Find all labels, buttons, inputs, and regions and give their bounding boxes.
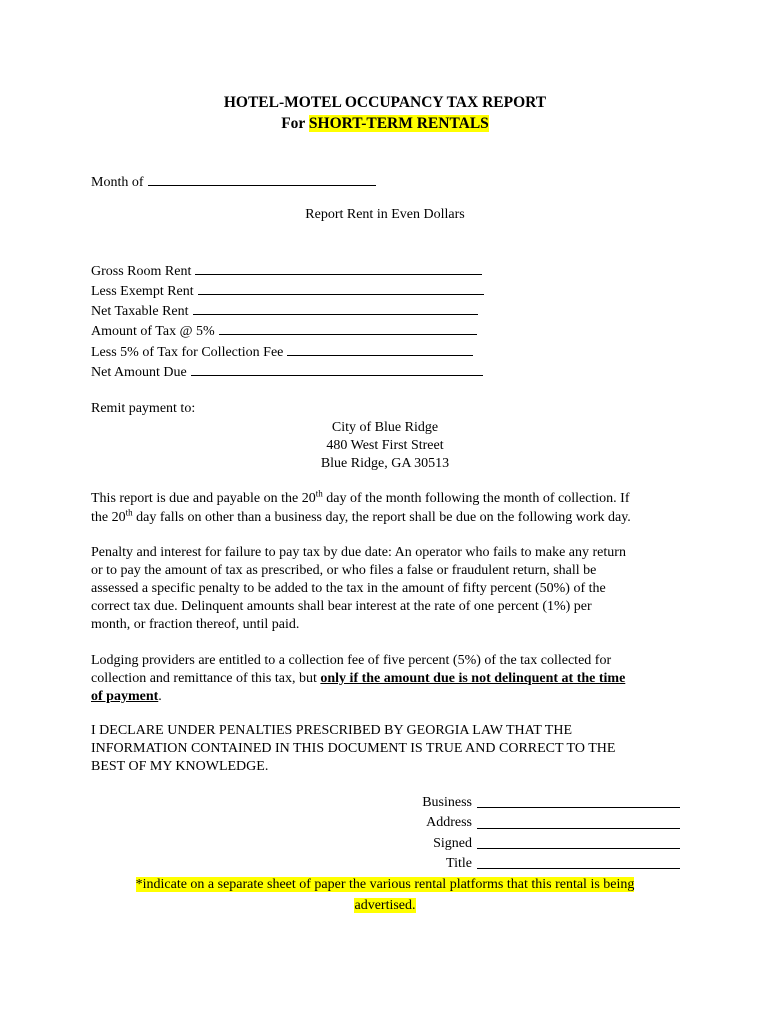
lodging-emphasis: of payment — [91, 689, 159, 704]
penalty-line-3: assessed a specific penalty to be added to the tax in the amount of fifty percent (50%) of the — [91, 581, 606, 596]
remit-label: Remit payment to: — [91, 401, 196, 416]
due-line-1 — [91, 490, 630, 508]
field-row-net-amount-due — [91, 362, 483, 382]
report-note: Report Rent in Even Dollars — [305, 207, 465, 222]
document-title — [0, 94, 770, 112]
lodging-line-1: Lodging providers are entitled to a collection fee of five percent (5%) of the tax collected for — [91, 653, 612, 668]
field-label: Net Amount Due — [91, 365, 187, 380]
due-text: day falls on other than a business day, the report shall be due on the following work day. — [132, 510, 631, 525]
net-amount-due-input-line[interactable] — [191, 362, 483, 376]
declaration-line-2: INFORMATION CONTAINED IN THIS DOCUMENT IS TRUE AND CORRECT TO THE — [91, 741, 616, 756]
collection-fee-input-line[interactable] — [287, 342, 473, 356]
field-row-collection-fee — [91, 342, 473, 362]
business-input-line[interactable] — [477, 807, 680, 808]
net-taxable-rent-input-line[interactable] — [193, 301, 478, 315]
declaration-line-1: I DECLARE UNDER PENALTIES PRESCRIBED BY GEORGIA LAW THAT THE — [91, 723, 572, 738]
penalty-line-1: Penalty and interest for failure to pay tax by due date: An operator who fails to make any return — [91, 545, 626, 560]
lodging-text: collection and remittance of this tax, but — [91, 671, 321, 686]
gross-room-rent-input-line[interactable] — [195, 261, 482, 275]
field-label: Less 5% of Tax for Collection Fee — [91, 345, 284, 360]
remit-line-3: Blue Ridge, GA 30513 — [320, 456, 450, 471]
ordinal-suffix: th — [125, 507, 133, 518]
field-label: Less Exempt Rent — [91, 284, 194, 299]
footnote-highlight: advertised. — [354, 898, 416, 913]
address-input-line[interactable] — [477, 828, 680, 829]
business-label: Business — [422, 795, 472, 810]
field-row-amount-of-tax — [91, 321, 477, 341]
lodging-emphasis: only if the amount due is not delinquent at the time — [320, 671, 626, 686]
field-row-net-taxable-rent — [91, 301, 478, 321]
month-label: Month of — [91, 175, 144, 190]
subtitle-prefix: For — [281, 115, 309, 132]
subtitle-highlight: SHORT-TERM RENTALS — [308, 115, 489, 132]
title-input-line[interactable] — [477, 868, 680, 869]
due-line-2 — [91, 509, 631, 527]
footnote-line-1 — [0, 876, 770, 894]
penalty-line-4: correct tax due. Delinquent amounts shall bear interest at the rate of one percent (1%) per — [91, 599, 592, 614]
field-label: Amount of Tax @ 5% — [91, 324, 215, 339]
title-line-1: HOTEL-MOTEL OCCUPANCY TAX REPORT — [223, 94, 547, 111]
document-subtitle — [0, 115, 770, 133]
due-text: the 20 — [91, 510, 126, 525]
penalty-line-2: or to pay the amount of tax as prescribed, or who files a false or fraudulent return, shall be — [91, 563, 597, 578]
remit-line-2: 480 West First Street — [326, 438, 444, 453]
month-row — [91, 172, 376, 192]
field-label: Gross Room Rent — [91, 264, 192, 279]
lodging-line-3 — [91, 688, 162, 706]
title-label: Title — [446, 856, 472, 871]
amount-of-tax-input-line[interactable] — [219, 321, 477, 335]
less-exempt-rent-input-line[interactable] — [198, 281, 484, 295]
footnote-line-2 — [0, 897, 770, 915]
due-text: This report is due and payable on the 20 — [91, 491, 316, 506]
footnote-highlight: *indicate on a separate sheet of paper the various rental platforms that this rental is being — [135, 877, 635, 892]
field-row-gross-room-rent — [91, 261, 482, 281]
due-text: day of the month following the month of collection. If — [322, 491, 630, 506]
field-label: Net Taxable Rent — [91, 304, 189, 319]
address-label: Address — [426, 815, 472, 830]
signed-label: Signed — [433, 836, 472, 851]
ordinal-suffix: th — [315, 488, 323, 499]
lodging-text: . — [158, 689, 162, 704]
remit-line-1: City of Blue Ridge — [331, 420, 439, 435]
declaration-line-3: BEST OF MY KNOWLEDGE. — [91, 759, 269, 774]
field-row-less-exempt-rent — [91, 281, 484, 301]
month-input-line[interactable] — [148, 172, 376, 186]
penalty-line-5: month, or fraction thereof, until paid. — [91, 617, 300, 632]
signed-input-line[interactable] — [477, 848, 680, 849]
lodging-line-2 — [91, 670, 625, 688]
